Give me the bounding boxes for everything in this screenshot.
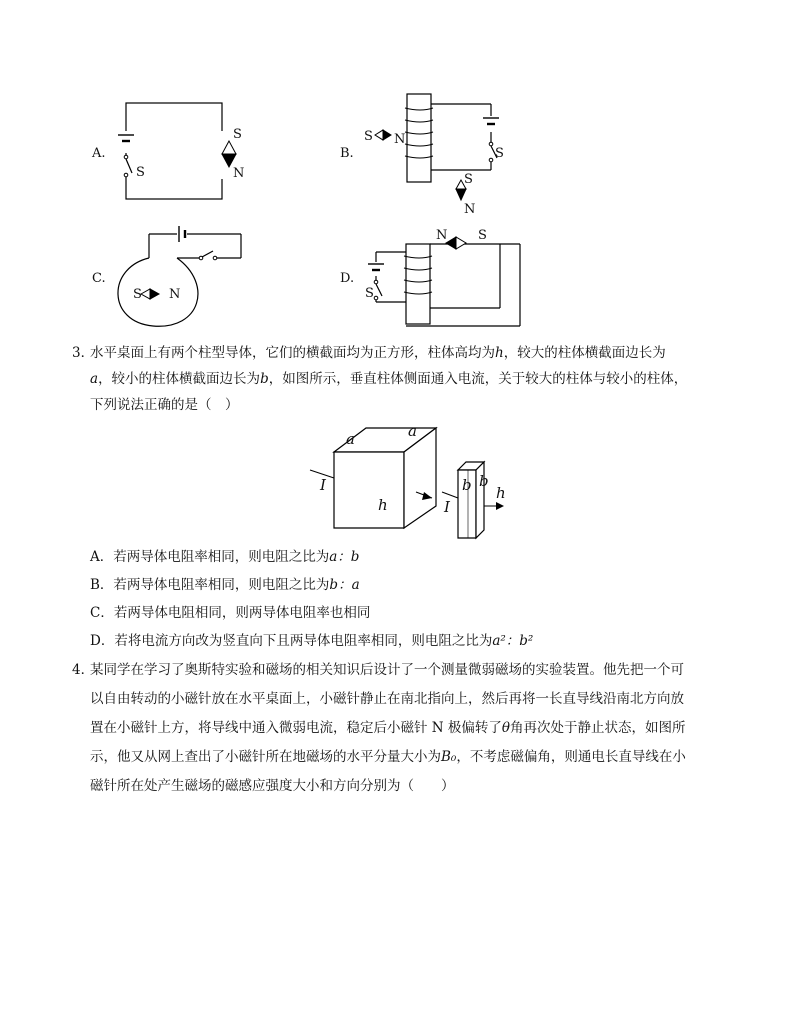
fig3-h-big: h xyxy=(378,496,388,514)
fig3-i-right: I xyxy=(444,498,450,516)
question-4 xyxy=(72,656,732,801)
question-4-line-2: 以自由转动的小磁针放在水平桌面上，小磁针静止在南北指向上，然后再将一长直导线沿南北方向放 xyxy=(90,691,684,707)
figure-b-needle-right: N xyxy=(394,132,406,147)
question-3-number: 3． xyxy=(72,345,95,361)
fig3-b1: b xyxy=(462,476,472,494)
q3-option-b[interactable]: B．若两导体电阻率相同，则电阻之比为b：a xyxy=(90,577,360,593)
question-4-line-3: 置在小磁针上方，将导线中通入微弱电流，稳定后小磁针 N 极偏转了θ角再次处于静止状态，如图所 xyxy=(90,720,686,736)
question-3-line-3: 下列说法正确的是（ ） xyxy=(90,397,239,413)
option-d-label: D. xyxy=(340,271,355,286)
fig3-a-right: a xyxy=(408,422,417,440)
figure-c-circuit xyxy=(105,222,255,332)
option-c-label: C. xyxy=(92,271,106,286)
figure-d-needle-left: N xyxy=(436,228,448,243)
figure-c-needle-left: S xyxy=(133,287,142,302)
option-b-label: B. xyxy=(340,146,354,161)
figure-d-switch-label: S xyxy=(365,286,374,301)
figure-b-switch-label: S xyxy=(495,146,504,161)
question-4-line-1: 某同学在学习了奥斯特实验和磁场的相关知识后设计了一个测量微弱磁场的实验装置。他先把一个可 xyxy=(90,662,684,678)
figure-b-circuit xyxy=(355,90,515,220)
question-4-line-5: 磁针所在处产生磁场的磁感应强度大小和方向分别为（ ） xyxy=(90,778,455,794)
figure-a-switch-label: S xyxy=(136,165,145,180)
fig3-a-left: a xyxy=(346,430,355,448)
figure-a-circuit xyxy=(100,95,260,205)
fig3-i-left: I xyxy=(320,476,326,494)
q3-option-a[interactable]: A．若两导体电阻率相同，则电阻之比为a：b xyxy=(90,549,360,565)
question-4-number: 4． xyxy=(72,662,95,678)
figure-b-needle-top: S xyxy=(464,172,473,187)
figure-c-needle-right: N xyxy=(169,287,181,302)
option-a-label: A. xyxy=(92,146,106,161)
q3-option-c[interactable]: C．若两导体电阻相同，则两导体电阻率也相同 xyxy=(90,605,371,621)
question-3 xyxy=(72,340,732,418)
question-3-line-2: a，较小的柱体横截面边长为b，如图所示，垂直柱体侧面通入电流，关于较大的柱体与较小的柱体， xyxy=(90,371,688,387)
figure-b-needle-left: S xyxy=(364,129,373,144)
fig3-h-small: h xyxy=(496,484,506,502)
q3-option-d[interactable]: D．若将电流方向改为竖直向下且两导体电阻率相同，则电阻之比为a²：b² xyxy=(90,633,534,649)
figure-d-needle-right: S xyxy=(478,228,487,243)
fig3-b2: b xyxy=(479,472,489,490)
figure-a-needle-top: S xyxy=(233,127,242,142)
question-4-line-4: 示，他又从网上查出了小磁针所在地磁场的水平分量大小为B₀，不考虑磁偏角，则通电长直导线在小 xyxy=(90,749,686,765)
figure-b-needle-bottom: N xyxy=(464,202,476,217)
question-3-line-1: 水平桌面上有两个柱型导体，它们的横截面均为正方形，柱体高均为h，较大的柱体横截面边长为 xyxy=(90,345,666,361)
figure-a-needle-bottom: N xyxy=(233,166,245,181)
